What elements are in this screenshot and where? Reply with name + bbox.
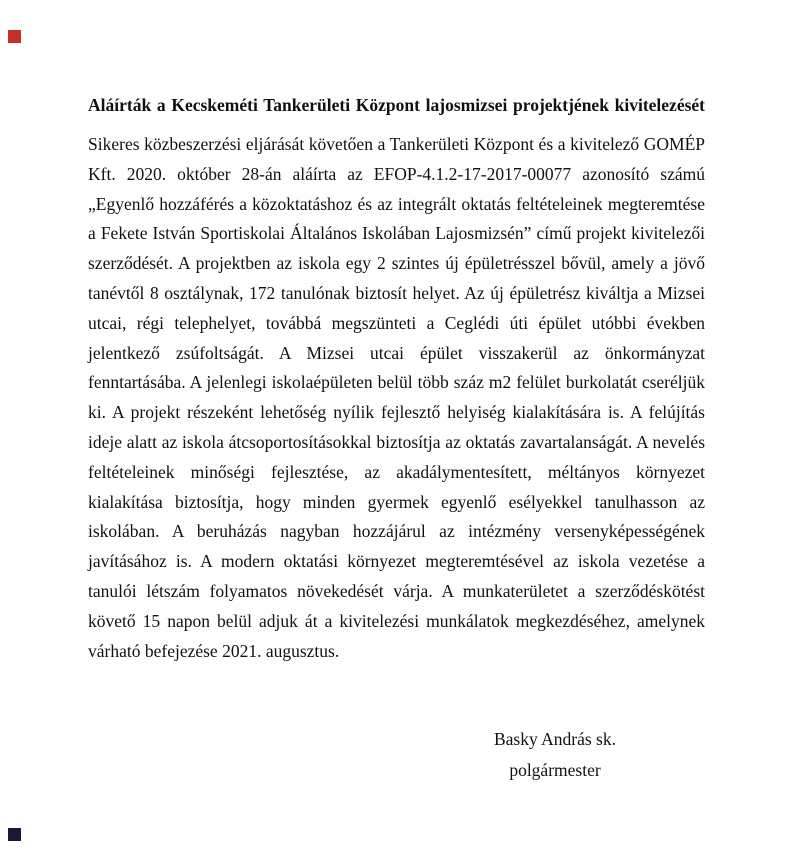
body-line: „Egyenlő hozzáférés a közoktatáshoz és az integrált oktatás feltételeinek megteremtése xyxy=(88,193,705,214)
document-content xyxy=(88,90,705,666)
body-line: utcai, régi telephelyet, továbbá megszünteti a Ceglédi úti épület utóbbi években xyxy=(88,312,705,333)
red-corner-mark xyxy=(8,30,21,43)
document-title: Aláírták a Kecskeméti Tankerületi Központ lajosmizsei projektjének kivitelezését xyxy=(88,95,705,115)
body-line: feltételeinek minőségi fejlesztése, az akadálymentesített, méltányos környezet xyxy=(88,461,705,482)
body-line: ki. A projekt részeként lehetőség nyílik fejlesztő helyiség kialakítására is. A felújítás xyxy=(88,402,705,423)
document-body xyxy=(88,130,705,666)
body-line: Sikeres közbeszerzési eljárását követően a Tankerületi Központ és a kivitelező GOMÉP xyxy=(88,134,705,154)
body-line: ideje alatt az iskola átcsoportosításokkal biztosítja az oktatás zavartalanságát. A nevelés xyxy=(88,431,705,452)
body-line: javításához is. A modern oktatási környezet megteremtésével az iskola vezetése a xyxy=(88,551,705,572)
body-line: fenntartásába. A jelenlegi iskolaépületen belül több száz m2 felület burkolatát cseréljük xyxy=(88,372,705,393)
dark-corner-mark xyxy=(8,828,21,841)
body-line: várható befejezése 2021. augusztus. xyxy=(88,640,340,661)
body-line: tanulói létszám folyamatos növekedését várja. A munkaterületet a szerződéskötést xyxy=(88,580,705,601)
body-line: tanévtől 8 osztálynak, 172 tanulónak biztosít helyet. Az új épületrész kiváltja a Mizsei xyxy=(88,282,705,303)
signature-block xyxy=(425,724,685,786)
body-line: követő 15 napon belül adjuk át a kivitelezési munkálatok megkezdéséhez, amelynek xyxy=(88,610,705,631)
signature-role: polgármester xyxy=(509,760,601,780)
body-line: iskolában. A beruházás nagyban hozzájárul az intézmény versenyképességének xyxy=(88,521,705,542)
body-line: szerződését. A projektben az iskola egy 2 szintes új épületrésszel bővül, amely a jövő xyxy=(88,253,705,274)
body-line: Kft. 2020. október 28-án aláírta az EFOP-4.1.2-17-2017-00077 azonosító számú xyxy=(88,163,705,184)
body-line: kialakítása biztosítja, hogy minden gyermek egyenlő esélyekkel tanulhasson az xyxy=(88,491,705,512)
signature-name: Basky András sk. xyxy=(493,729,616,749)
body-line: jelentkező zsúfoltságát. A Mizsei utcai épület visszakerül az önkormányzat xyxy=(88,342,705,363)
body-line: a Fekete István Sportiskolai Általános Iskolában Lajosmizsén” című projekt kivitelezői xyxy=(88,223,705,244)
